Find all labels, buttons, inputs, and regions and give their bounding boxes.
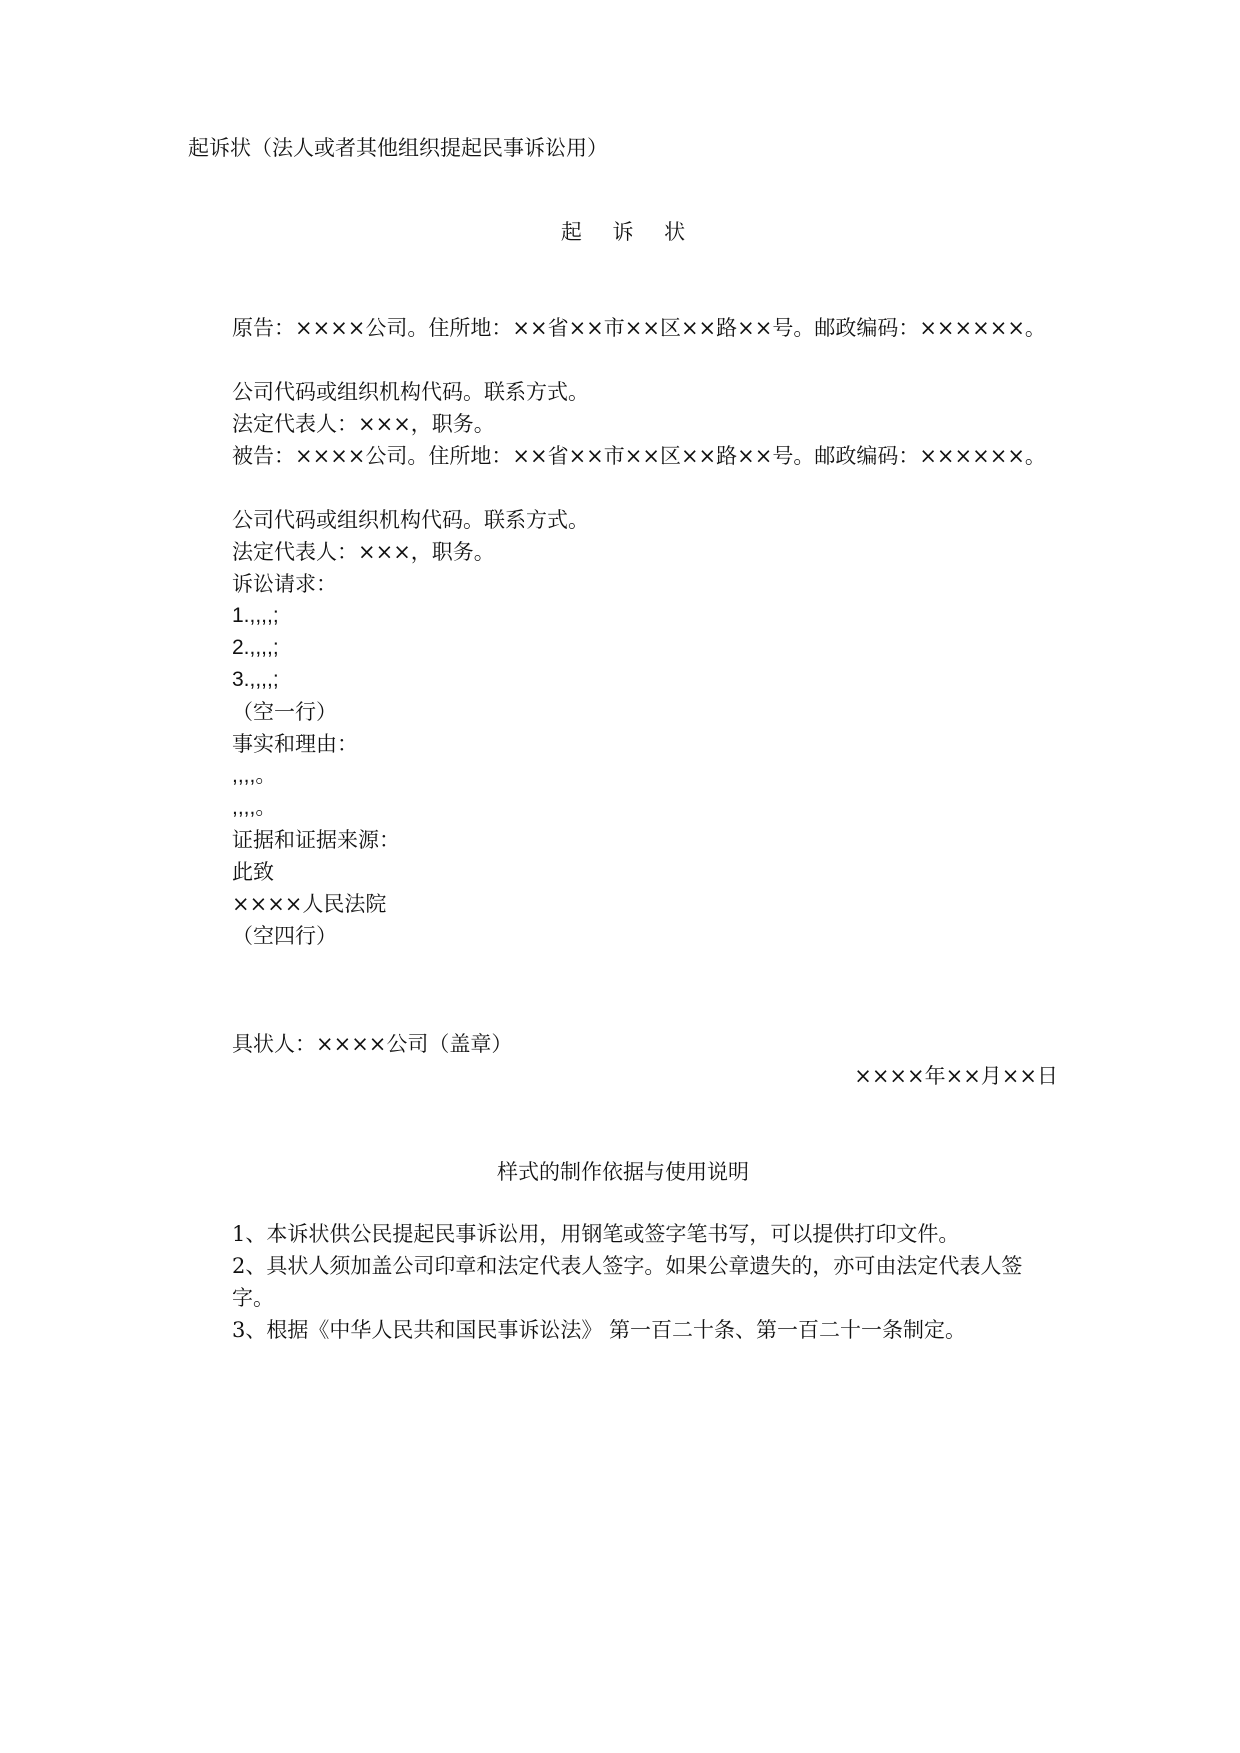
instruction-item-1: 1、本诉状供公民提起民事诉讼用，用钢笔或签字笔书写，可以提供打印文件。 bbox=[232, 1222, 960, 1246]
defendant-representative: 法定代表人：×××，职务。 bbox=[232, 540, 495, 564]
claims-heading: 诉讼请求： bbox=[232, 572, 337, 596]
court-name: ××××人民法院 bbox=[232, 892, 387, 916]
instruction-item-2: 2、具状人须加盖公司印章和法定代表人签字。如果公章遗失的，亦可由法定代表人签字。 bbox=[232, 1254, 1023, 1310]
signature-date: ××××年××月××日 bbox=[854, 1064, 1058, 1088]
defendant-code: 公司代码或组织机构代码。联系方式。 bbox=[232, 508, 589, 532]
claim-item-1: 1.,,,,; bbox=[232, 604, 279, 627]
plaintiff-representative: 法定代表人：×××，职务。 bbox=[232, 412, 495, 436]
document-page bbox=[188, 0, 1058, 1753]
document-title: 起 诉 状 bbox=[560, 220, 698, 244]
salutation: 此致 bbox=[232, 860, 274, 884]
facts-item-1: ,,,,。 bbox=[232, 764, 277, 787]
instructions-title: 样式的制作依据与使用说明 bbox=[497, 1160, 749, 1184]
claims-blank-note: （空一行） bbox=[232, 700, 337, 724]
claim-item-3: 3.,,,,; bbox=[232, 668, 279, 691]
facts-item-2: ,,,,。 bbox=[232, 796, 277, 819]
instruction-item-3: 3、根据《中华人民共和国民事诉讼法》 第一百二十条、第一百二十一条制定。 bbox=[232, 1318, 967, 1342]
plaintiff-code: 公司代码或组织机构代码。联系方式。 bbox=[232, 380, 589, 404]
plaintiff-line: 原告：××××公司。住所地：××省××市××区××路××号。邮政编码：××××××。 bbox=[232, 316, 1046, 340]
evidence-heading: 证据和证据来源： bbox=[232, 828, 400, 852]
facts-heading: 事实和理由： bbox=[232, 732, 358, 756]
claim-item-2: 2.,,,,; bbox=[232, 636, 279, 659]
blank-note-four: （空四行） bbox=[232, 924, 337, 948]
defendant-line: 被告：××××公司。住所地：××省××市××区××路××号。邮政编码：××××××。 bbox=[232, 444, 1046, 468]
header-note: 起诉状（法人或者其他组织提起民事诉讼用） bbox=[188, 136, 608, 160]
signer-line: 具状人：××××公司（盖章） bbox=[232, 1032, 513, 1056]
